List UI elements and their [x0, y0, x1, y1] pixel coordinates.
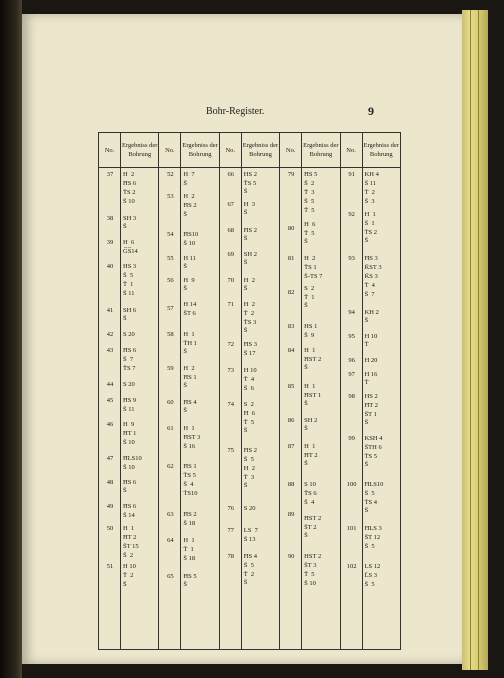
bore-number: 49	[106, 503, 114, 510]
bore-number: 58	[167, 331, 174, 338]
bore-result-line: S̄ 5	[364, 581, 375, 588]
bore-number: 79	[287, 171, 295, 178]
bore-result-line: H 10	[243, 367, 257, 374]
book-page	[22, 14, 462, 664]
bore-result-line: T̄S 4	[364, 499, 378, 506]
bore-number: 47	[106, 455, 114, 462]
bore-result-line: S̄T 2	[304, 524, 317, 531]
bore-result-line: ĦS 2	[243, 447, 257, 454]
bore-number: 90	[287, 553, 295, 560]
bore-result-line: T̄	[364, 341, 369, 348]
bore-result-line: KH 2	[364, 309, 379, 316]
bore-result-line: T̄S 5	[243, 180, 257, 187]
bore-result-line: ĦS 6	[123, 479, 137, 486]
bore-result-line: ĦS 5	[183, 573, 197, 580]
bore-result-line: S̄	[243, 482, 248, 489]
bore-number: 68	[227, 227, 235, 234]
page-number: 9	[368, 104, 374, 118]
bore-result-line: T̄ 1	[183, 546, 194, 553]
bore-result-line: T̄ 3	[304, 189, 315, 196]
bore-result-line: S̄ 18	[183, 555, 196, 562]
bore-number: 67	[227, 201, 235, 208]
bore-result-line: H 10	[364, 333, 378, 340]
bore-number: 75	[227, 447, 235, 454]
bore-result-line: S̄	[304, 238, 308, 245]
bore-result-line: H 7	[183, 171, 195, 178]
bore-number: 83	[287, 323, 295, 330]
bore-result-line: S 2	[243, 401, 254, 408]
result-column	[121, 168, 159, 650]
bore-result-line: S̄	[364, 317, 369, 324]
bore-result-line: S̄	[123, 223, 127, 230]
bore-result-line: S̄	[243, 235, 248, 242]
result-column	[302, 168, 340, 650]
bore-result-line: ĦS 2	[243, 227, 257, 234]
bore-result-line: T̄ 2	[243, 571, 255, 578]
number-column	[219, 168, 241, 650]
bore-result-line: T̄ 5	[304, 230, 315, 237]
bore-number: 70	[227, 277, 235, 284]
bore-number: 76	[227, 505, 235, 512]
bore-result-line: S̄	[243, 188, 248, 195]
bore-result-line: S̄	[183, 180, 188, 187]
bore-result-line: T̄S 6	[304, 490, 317, 497]
bore-result-line: LS 12	[364, 563, 381, 570]
bore-result-line: T̄ 1	[304, 294, 315, 301]
bore-result-line: H 11	[183, 255, 196, 262]
bore-result-line: S̄ 10	[123, 464, 135, 471]
bore-result-line: S 20	[243, 505, 256, 512]
bore-result-line: H 1	[304, 383, 316, 390]
bore-result-line: S̄ 4	[183, 481, 194, 488]
bore-result-line: T̄ 5	[243, 419, 255, 426]
bore-number: 55	[167, 255, 174, 262]
bore-number: 42	[106, 331, 114, 338]
bore-result-line: S̄ 4	[304, 499, 315, 506]
bore-result-line: ĦST 2	[304, 515, 322, 522]
bore-result-line: KH 4	[364, 171, 379, 178]
bore-result-line: S̄-TS 7	[304, 273, 323, 280]
bore-result-line: H 1	[183, 331, 195, 338]
bore-result-line: S̄	[243, 209, 248, 216]
bore-result-line: T̄ 4	[364, 282, 375, 289]
bore-number: 100	[346, 481, 357, 488]
bore-result-line: T̄ 5	[304, 571, 315, 578]
column-header-no: No.	[99, 133, 121, 168]
bore-result-line: S̄ 3	[364, 198, 375, 205]
bore-number: 50	[106, 525, 114, 532]
bore-result-line: ĦST 1	[304, 392, 322, 399]
bore-result-line: S̄	[183, 407, 188, 414]
bore-number: 54	[167, 231, 174, 238]
bore-result-line: SH 6	[123, 307, 137, 314]
bore-result-line: G̅S̅14	[123, 248, 138, 255]
column-header-result: Ergebniss der Bohrung	[121, 133, 159, 168]
bore-result-line: H 20	[364, 357, 378, 364]
bore-number: 51	[106, 563, 114, 570]
column-header-no: No.	[159, 133, 181, 168]
bore-result-line: S̄ 11	[364, 180, 377, 187]
bore-number: 39	[106, 239, 114, 246]
bore-number: 52	[167, 171, 174, 178]
bore-result-line: S̄ 5	[123, 272, 134, 279]
bore-result-line: S̄ 18	[183, 520, 196, 527]
bore-number: 84	[287, 347, 295, 354]
bore-result-line: S̄	[243, 327, 248, 334]
bore-number: 72	[227, 341, 235, 348]
bore-number: 88	[287, 481, 295, 488]
bore-result-line: SH 2	[304, 417, 318, 424]
bore-result-line: T̄ 1	[123, 281, 134, 288]
bore-result-line: S̄ 5	[243, 562, 254, 569]
bore-number: 38	[106, 215, 114, 222]
bore-number: 57	[167, 305, 174, 312]
bore-result-line: S̄	[123, 487, 127, 494]
column-header-no: No.	[219, 133, 241, 168]
bore-number: 44	[106, 381, 114, 388]
bore-number: 92	[348, 211, 355, 218]
column-header-result: Ergebniss der Bohrung	[181, 133, 219, 168]
bore-result-line: H 9	[123, 421, 135, 428]
bore-result-line: HS 3	[123, 263, 137, 270]
bore-result-line: S̄T 15	[123, 543, 139, 550]
bore-result-line: K̄ST 3	[364, 264, 382, 271]
bore-number: 82	[287, 289, 295, 296]
bore-result-line: H 10	[123, 563, 136, 570]
bore-result-line: S̄	[183, 348, 188, 355]
running-title: Bohr-Register.	[206, 106, 265, 117]
bore-result-line: S̄	[364, 237, 369, 244]
bore-result-line: ĦS 2	[183, 511, 197, 518]
bore-result-line: T̄H 1	[183, 340, 197, 347]
bore-result-line: S 20	[123, 331, 135, 338]
bore-result-line: S̄ 17	[243, 350, 256, 357]
bore-result-line: ĦS 6	[123, 180, 137, 187]
bore-number: 71	[227, 301, 235, 308]
bore-result-line: S̄ 14	[123, 512, 135, 519]
bore-number: 98	[348, 393, 355, 400]
bore-result-line: K̄S 3	[364, 273, 378, 280]
bore-result-line: ĦST 3	[183, 434, 201, 441]
bore-number: 45	[106, 397, 114, 404]
bore-result-line: S̄ 5	[243, 456, 254, 463]
bore-result-line: T̄	[364, 379, 369, 386]
bore-result-line: S̄ 10	[183, 240, 196, 247]
bore-result-line: S̄	[183, 382, 188, 389]
bore-result-line: H 1	[183, 425, 195, 432]
bore-result-line: S̄ 7	[364, 291, 375, 298]
bore-result-line: ĦS10	[183, 231, 199, 238]
bore-result-line: T̄S 5	[364, 453, 378, 460]
bore-result-line: T̄S 3	[243, 319, 257, 326]
bore-result-line: S̄T 12	[364, 534, 381, 541]
bore-result-line: ĦLS10	[364, 481, 384, 488]
bore-result-line: HS 1	[304, 323, 318, 330]
bore-result-line: S̄	[304, 425, 308, 432]
bore-result-line: Ħ 6	[243, 410, 255, 417]
bore-result-line: T̄ 5	[304, 207, 315, 214]
bore-result-line: T̄ 4	[243, 376, 255, 383]
bore-number: 87	[287, 443, 295, 450]
bore-result-line: S̄	[243, 285, 248, 292]
bore-result-line: LS 7	[243, 527, 258, 534]
bore-number: 95	[348, 333, 355, 340]
bore-number: 65	[167, 573, 174, 580]
bore-result-line: ĦS 6	[123, 347, 137, 354]
bore-result-line: S̄T 6	[183, 310, 196, 317]
bore-number: 89	[287, 511, 295, 518]
bore-number: 85	[287, 383, 295, 390]
bore-result-line: ĦS 4	[243, 553, 257, 560]
bore-result-line: S̄ 5	[304, 198, 315, 205]
bore-result-line: H 2	[183, 365, 195, 372]
bore-result-line: S̄ 5	[364, 543, 375, 550]
bore-result-line: T̄ 2	[364, 189, 375, 196]
bore-result-line: S 10	[304, 481, 316, 488]
bore-result-line: ĦS 5	[304, 171, 318, 178]
bore-number: 46	[106, 421, 114, 428]
bore-result-line: ĦS 1	[183, 374, 197, 381]
bore-result-line: T̄S 2	[123, 189, 136, 196]
bore-result-line: T̄S 1	[304, 264, 317, 271]
bore-result-line: H 2	[123, 171, 135, 178]
bore-number: 77	[227, 527, 235, 534]
table-header-row	[99, 133, 401, 168]
bore-result-line: S̄ 2	[304, 180, 315, 187]
number-column	[340, 168, 362, 650]
table-body-row	[99, 168, 401, 650]
bore-result-line: HS 2	[364, 393, 378, 400]
result-column	[241, 168, 279, 650]
bore-result-line: SH 3	[123, 215, 137, 222]
bore-result-line: S̄ 16	[183, 443, 196, 450]
bore-result-line: T̄S 7	[123, 365, 136, 372]
column-header-no: No.	[340, 133, 362, 168]
bore-result-line: T̄ 2	[123, 572, 134, 579]
bore-result-line: H 6	[123, 239, 135, 246]
bore-result-line: S̄TH 6	[364, 444, 382, 451]
bore-result-line: H 1	[304, 443, 316, 450]
bore-number: 40	[106, 263, 114, 270]
page-edge-line	[470, 10, 471, 670]
column-header-result: Ergebniss der Bohrung	[302, 133, 340, 168]
bore-result-line: S̄	[304, 364, 308, 371]
bore-number: 73	[227, 367, 235, 374]
bore-result-line: HST 2	[304, 553, 322, 560]
bore-result-line: SH 2	[243, 251, 257, 258]
bore-number: 56	[167, 277, 174, 284]
bore-result-line: H 14	[183, 301, 197, 308]
bore-result-line: S̄ 10	[123, 198, 135, 205]
bore-number: 99	[348, 435, 355, 442]
bore-result-line: S̄	[243, 579, 248, 586]
bore-number: 94	[348, 309, 355, 316]
bore-result-line: S̄	[304, 460, 308, 467]
bore-result-line: ĦS 1	[183, 463, 197, 470]
bore-result-line: ĦS 4	[183, 399, 197, 406]
bore-number: 91	[348, 171, 355, 178]
bore-number: 61	[167, 425, 174, 432]
bore-result-line: S̄	[304, 400, 308, 407]
bore-number: 60	[167, 399, 174, 406]
bore-result-line: ĦS 9	[123, 397, 137, 404]
bore-result-line: S̄	[183, 285, 188, 292]
bore-number: 74	[227, 401, 235, 408]
bore-number: 48	[106, 479, 114, 486]
bore-result-line: ĦLS 3	[364, 525, 382, 532]
bore-result-line: ĦST 2	[304, 356, 322, 363]
bore-result-line: H 1	[304, 347, 316, 354]
bore-result-line: ĦS 3	[364, 255, 378, 262]
bore-result-line: S̄T 3	[304, 562, 317, 569]
bore-result-line: S̄ 10	[123, 439, 135, 446]
bore-result-line: ĦT 2	[364, 402, 378, 409]
column-header-result: Ergebniss der Bohrung	[362, 133, 400, 168]
column-header-no: No.	[280, 133, 302, 168]
bore-result-line: S̄	[183, 581, 188, 588]
bore-result-line: S̄	[364, 507, 369, 514]
bore-result-line: S̄ 9	[304, 332, 315, 339]
bore-result-line: H 1	[183, 537, 195, 544]
number-column	[159, 168, 181, 650]
bore-number: 64	[167, 537, 174, 544]
bore-result-line: S̄ 2	[123, 552, 134, 559]
bore-result-line: T̄ 2	[243, 310, 255, 317]
bore-number: 59	[167, 365, 174, 372]
bore-result-line: S̄	[183, 211, 188, 218]
number-column	[280, 168, 302, 650]
bore-result-line: T̄S10	[183, 490, 198, 497]
bore-number: 86	[287, 417, 295, 424]
bore-number: 66	[227, 171, 235, 178]
bore-number: 78	[227, 553, 235, 560]
bore-number: 69	[227, 251, 235, 258]
bore-result-line: ĦS 3	[243, 341, 257, 348]
bohr-register-table	[98, 132, 401, 650]
bore-result-line: S̄	[243, 259, 248, 266]
bore-result-line: H 2	[183, 193, 195, 200]
bore-result-line: H 2	[304, 255, 316, 262]
bore-result-line: H 9	[183, 277, 195, 284]
bore-number: 96	[348, 357, 355, 364]
bore-result-line: H 3	[243, 201, 255, 208]
result-column	[362, 168, 400, 650]
bore-result-line: S̄ 7	[123, 356, 134, 363]
running-header	[22, 106, 462, 122]
bore-result-line: S̄	[304, 532, 308, 539]
number-column	[99, 168, 121, 650]
bore-result-line: S̄ 10	[304, 580, 316, 587]
bore-result-line: S̄	[243, 427, 248, 434]
bore-result-line: ĦT 2	[123, 534, 137, 541]
bore-result-line: H 6	[304, 221, 316, 228]
bore-result-line: S̄	[364, 461, 369, 468]
bore-result-line: H 1	[123, 525, 135, 532]
bore-result-line: S̄	[183, 263, 188, 270]
bore-result-line: S̄	[123, 581, 127, 588]
page-edges-right	[462, 10, 488, 670]
bore-result-line: H 16	[364, 371, 378, 378]
bore-result-line: ĦLS10	[123, 455, 142, 462]
bore-result-line: S̄	[304, 302, 308, 309]
bore-result-line: H 1	[364, 211, 376, 218]
bore-result-line: S̄T 1	[364, 411, 377, 418]
bore-result-line: KSH 4	[364, 435, 383, 442]
bore-result-line: T̄ 3	[243, 474, 255, 481]
page-edge-line	[478, 10, 479, 670]
bore-number: 37	[106, 171, 114, 178]
bore-number: 41	[106, 307, 114, 314]
bore-result-line: ĦT 1	[123, 430, 137, 437]
bore-number: 80	[287, 225, 295, 232]
bore-result-line: ĦT 2	[304, 452, 318, 459]
bore-result-line: H 2	[243, 465, 255, 472]
bore-result-line: S̄ 5	[364, 490, 375, 497]
bore-result-line: H 2	[243, 301, 255, 308]
bore-number: 43	[106, 347, 114, 354]
column-header-result: Ergebniss der Bohrung	[241, 133, 279, 168]
bore-result-line: L̄S 3	[364, 572, 378, 579]
result-column	[181, 168, 219, 650]
bore-result-line: S̄ 1	[364, 220, 375, 227]
bore-result-line: H 2	[243, 277, 255, 284]
bore-result-line: S̄ 13	[243, 536, 256, 543]
bore-result-line: T̄S 5	[183, 472, 196, 479]
bore-number: 63	[167, 511, 174, 518]
bore-result-line: ĦS 6	[123, 503, 137, 510]
bore-result-line: S 20	[123, 381, 135, 388]
bore-number: 81	[287, 255, 295, 262]
bore-result-line: HS 2	[243, 171, 257, 178]
bore-result-line: S̄	[364, 419, 369, 426]
bore-result-line: ĦS 2	[183, 202, 197, 209]
book-spine-left	[0, 0, 22, 678]
bore-number: 101	[346, 525, 357, 532]
bore-number: 53	[167, 193, 174, 200]
bore-result-line: S 2	[304, 285, 315, 292]
bore-result-line: S̄ 11	[123, 406, 135, 413]
bore-number: 102	[346, 563, 357, 570]
bore-result-line: S̄ 11	[123, 290, 135, 297]
bore-number: 93	[348, 255, 355, 262]
bore-result-line: S̄	[123, 315, 127, 322]
bore-result-line: S̄ 6	[243, 385, 254, 392]
bore-result-line: T̄S 2	[364, 229, 378, 236]
bore-number: 97	[348, 371, 355, 378]
bore-number: 62	[167, 463, 174, 470]
